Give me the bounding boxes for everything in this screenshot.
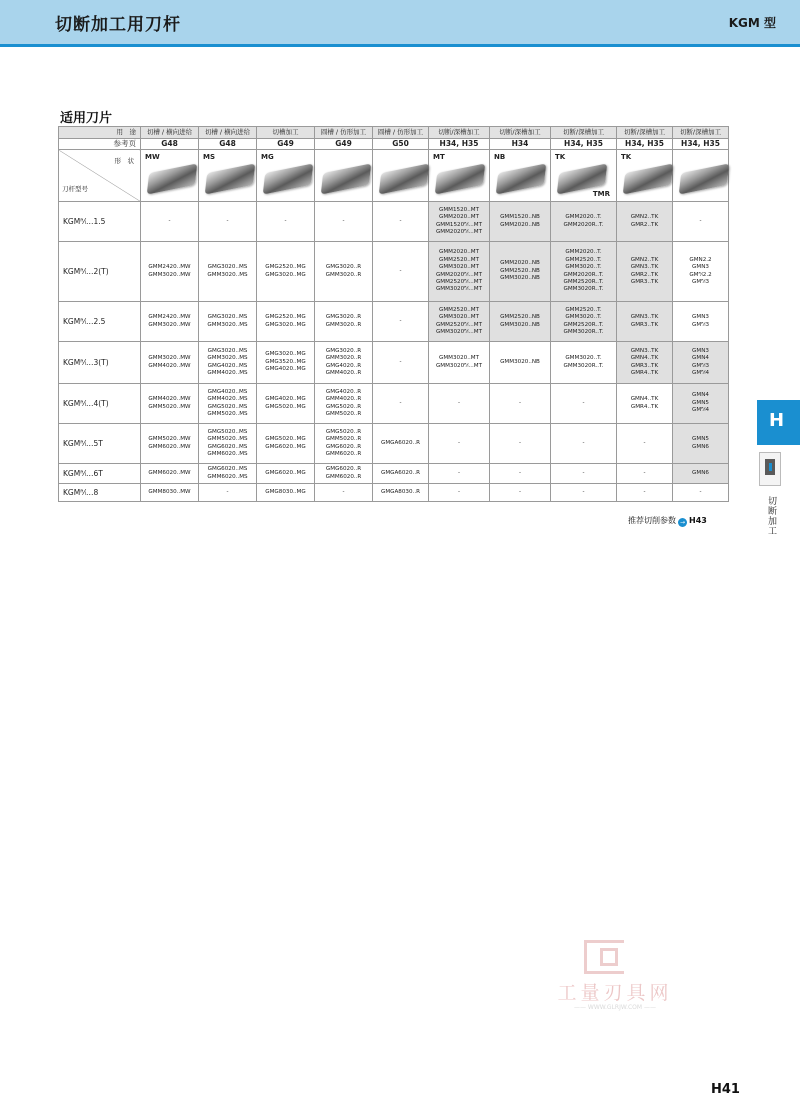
insert-models-cell: GMN3..TK GMR3..TK — [617, 302, 673, 342]
insert-models-cell: - — [141, 202, 199, 242]
use-cell: 圆槽 / 仿形加工 — [315, 127, 373, 139]
insert-models-cell: - — [617, 424, 673, 464]
insert-shape-cell — [141, 150, 199, 202]
insert-models-cell: GMG2520..MG GMG3020..MG — [257, 302, 315, 342]
insert-models-cell: GMG3020..MS GMM3020..MS GMG4020..MS GMM4020..MS — [199, 342, 257, 384]
insert-image — [623, 163, 674, 194]
insert-models-cell: - — [551, 484, 617, 502]
insert-models-cell: - — [315, 202, 373, 242]
chapter-letter: H — [769, 410, 785, 431]
holder-model: KGMᴿ⁄ₗ…6T — [59, 464, 141, 484]
watermark — [540, 940, 690, 1020]
insert-subcode: TMR — [592, 190, 610, 198]
insert-image — [496, 163, 547, 194]
insert-models-cell: GMM2520..NB GMM3020..NB — [490, 302, 551, 342]
page-number: H41 — [711, 1082, 740, 1097]
insert-shape-cell — [551, 150, 617, 202]
insert-shape-cell — [315, 150, 373, 202]
recommend-page-link[interactable]: H43 — [689, 516, 707, 525]
insert-models-cell: - — [373, 342, 429, 384]
use-cell: 切断/深槽加工 — [429, 127, 490, 139]
insert-shape-cell — [257, 150, 315, 202]
insert-models-cell: GMG4020..R GMM4020..R GMG5020..R GMM5020..R — [315, 384, 373, 424]
insert-code: MT — [433, 153, 445, 161]
use-cell: 切断/深槽加工 — [617, 127, 673, 139]
insert-image — [205, 163, 256, 194]
insert-models-cell: GMG6020..MS GMM6020..MS — [199, 464, 257, 484]
insert-table — [58, 126, 729, 502]
insert-models-cell: GMM2020..T. GMM2020R..T. — [551, 202, 617, 242]
insert-models-cell: GMG3020..MS GMM3020..MS — [199, 242, 257, 302]
insert-models-cell: GMM8030..MW — [141, 484, 199, 502]
insert-shape-cell — [199, 150, 257, 202]
insert-models-cell: GMN3 GMᴿ⁄ₗ3 — [673, 302, 729, 342]
reference-page: H34, H35 — [551, 139, 617, 150]
insert-models-cell: GMM2020..NB GMM2520..NB GMM3020..NB — [490, 242, 551, 302]
use-cell: 切槽加工 — [257, 127, 315, 139]
insert-models-cell: GMGA6020..R — [373, 424, 429, 464]
insert-models-cell: - — [373, 242, 429, 302]
insert-code: MG — [261, 153, 274, 161]
insert-models-cell: GMG3020..R GMM3020..R GMG4020..R GMM4020..R — [315, 342, 373, 384]
table-row — [59, 464, 729, 484]
insert-models-cell: GMM3020..T. GMM3020R..T. — [551, 342, 617, 384]
insert-models-cell: - — [617, 484, 673, 502]
table-row — [59, 384, 729, 424]
section-title: 适用刀片 — [60, 111, 113, 126]
reference-page: G48 — [141, 139, 199, 150]
insert-models-cell: GMM3020..NB — [490, 342, 551, 384]
insert-shape-cell — [617, 150, 673, 202]
holder-model: KGMᴿ⁄ₗ…2.5 — [59, 302, 141, 342]
cutoff-tool-icon — [759, 452, 781, 486]
insert-code: MW — [145, 153, 160, 161]
insert-models-cell: GMG5020..MS GMM5020..MS GMG6020..MS GMM6020..MS — [199, 424, 257, 464]
use-row — [59, 127, 729, 139]
insert-models-cell: GMM2020..MT GMM2520..MT GMM3020..MT GMM2020ᴿ⁄ₗ...MT GMM2520ᴿ⁄ₗ...MT GMM3020ᴿ⁄ₗ...MT — [429, 242, 490, 302]
recommended-parameters-note — [628, 515, 707, 527]
reference-label: 参考页 — [59, 139, 141, 150]
use-cell: 切槽 / 横向进给 — [199, 127, 257, 139]
insert-models-cell: GMM2520..T. GMM3020..T. GMM2520R..T. GMM3020R..T. — [551, 302, 617, 342]
insert-code: NB — [494, 153, 506, 161]
reference-page: H34 — [490, 139, 551, 150]
chapter-name: 切断加工 — [766, 496, 776, 536]
watermark-url: —— WWW.GLRJW.COM —— — [573, 1004, 656, 1011]
insert-models-cell: GMG4020..MS GMM4020..MS GMG5020..MS GMM5020..MS — [199, 384, 257, 424]
insert-models-cell: GMGA6020..R — [373, 464, 429, 484]
insert-image — [147, 163, 198, 194]
insert-models-cell: GMN3 GMN4 GMᴿ⁄ₗ3 GMᴿ⁄ₗ4 — [673, 342, 729, 384]
shape-row — [59, 150, 729, 202]
holder-model: KGMᴿ⁄ₗ…5T — [59, 424, 141, 464]
insert-image — [435, 163, 486, 194]
insert-models-cell: - — [257, 202, 315, 242]
insert-models-cell: - — [551, 424, 617, 464]
watermark-name: 工量刃具网 — [557, 982, 673, 1004]
reference-page: G49 — [315, 139, 373, 150]
use-cell: 圆槽 / 仿形加工 — [373, 127, 429, 139]
insert-models-cell: GMG4020..MG GMG5020..MG — [257, 384, 315, 424]
insert-models-cell: - — [315, 484, 373, 502]
table-row — [59, 302, 729, 342]
insert-models-cell: GMN3..TK GMN4..TK GMR3..TK GMR4..TK — [617, 342, 673, 384]
insert-models-cell: GMM1520..NB GMM2020..NB — [490, 202, 551, 242]
insert-models-cell: GMG3020..MG GMG3520..MG GMG4020..MG — [257, 342, 315, 384]
insert-models-cell: - — [490, 484, 551, 502]
header-divider — [0, 44, 800, 47]
insert-models-cell: GMG6020..MG — [257, 464, 315, 484]
insert-models-cell: - — [373, 202, 429, 242]
insert-image — [263, 163, 314, 194]
insert-models-cell: - — [429, 424, 490, 464]
insert-models-cell: GMM3020..MT GMM3020ᴿ⁄ₗ...MT — [429, 342, 490, 384]
chapter-tab[interactable] — [757, 400, 800, 445]
insert-models-cell: GMG2520..MG GMG3020..MG — [257, 242, 315, 302]
insert-models-cell: - — [490, 424, 551, 464]
insert-code: MS — [203, 153, 216, 161]
use-cell: 切断/深槽加工 — [673, 127, 729, 139]
reference-row — [59, 139, 729, 150]
insert-models-cell: GMG5020..MG GMG6020..MG — [257, 424, 315, 464]
insert-shape-cell — [490, 150, 551, 202]
insert-image — [679, 163, 730, 194]
table-row — [59, 242, 729, 302]
shape-label: 形 状 — [114, 157, 134, 165]
holder-rows — [59, 202, 729, 502]
holder-type-label: KGM 型 — [728, 16, 776, 30]
insert-models-cell: - — [490, 384, 551, 424]
use-cell: 切断/深槽加工 — [551, 127, 617, 139]
use-label: 用 途 — [59, 127, 141, 139]
insert-models-cell: GMGA8030..R — [373, 484, 429, 502]
table-row — [59, 484, 729, 502]
insert-models-cell: GMG6020..R GMM6020..R — [315, 464, 373, 484]
insert-shape-cell — [429, 150, 490, 202]
holder-model: KGMᴿ⁄ₗ…4(T) — [59, 384, 141, 424]
insert-models-cell: GMM6020..MW — [141, 464, 199, 484]
insert-models-cell: GMG8030..MG — [257, 484, 315, 502]
reference-page: G50 — [373, 139, 429, 150]
shape-header-cell — [59, 150, 141, 202]
page-header — [0, 0, 800, 44]
reference-page: G49 — [257, 139, 315, 150]
use-cell: 切断/深槽加工 — [490, 127, 551, 139]
insert-models-cell: GMM2420..MW GMM3020..MW — [141, 302, 199, 342]
holder-model: KGMᴿ⁄ₗ…1.5 — [59, 202, 141, 242]
insert-models-cell: GMN5 GMN6 — [673, 424, 729, 464]
reference-page: H34, H35 — [429, 139, 490, 150]
insert-models-cell: GMN2..TK GMN3..TK GMR2..TK GMR3..TK — [617, 242, 673, 302]
insert-models-cell: GMM5020..MW GMM6020..MW — [141, 424, 199, 464]
insert-models-cell: - — [673, 202, 729, 242]
use-cell: 切槽 / 横向进给 — [141, 127, 199, 139]
insert-models-cell: GMM4020..MW GMM5020..MW — [141, 384, 199, 424]
insert-models-cell: GMM1520..MT GMM2020..MT GMM1520ᴿ⁄ₗ...MT GMM2020ᴿ⁄ₗ...MT — [429, 202, 490, 242]
holder-model: KGMᴿ⁄ₗ…8 — [59, 484, 141, 502]
insert-models-cell: - — [429, 484, 490, 502]
reference-page: H34, H35 — [673, 139, 729, 150]
insert-models-cell: GMG5020..R GMM5020..R GMG6020..R GMM6020..R — [315, 424, 373, 464]
insert-models-cell: - — [373, 302, 429, 342]
holder-model-label: 刀杆型号 — [62, 185, 88, 193]
insert-models-cell: - — [617, 464, 673, 484]
arrow-icon: → — [679, 519, 686, 526]
insert-image — [321, 163, 372, 194]
insert-shape-cell — [373, 150, 429, 202]
table-row — [59, 202, 729, 242]
insert-models-cell: GMM2020..T. GMM2520..T. GMM3020..T. GMM2020R..T. GMM2520R..T. GMM3020R..T. — [551, 242, 617, 302]
insert-image — [379, 163, 430, 194]
insert-models-cell: GMG3020..MS GMM3020..MS — [199, 302, 257, 342]
insert-models-cell: GMM3020..MW GMM4020..MW — [141, 342, 199, 384]
holder-model: KGMᴿ⁄ₗ…2(T) — [59, 242, 141, 302]
insert-models-cell: GMN6 — [673, 464, 729, 484]
reference-page: H34, H35 — [617, 139, 673, 150]
insert-models-cell: GMN2.2 GMN3 GMᴿ⁄ₗ2.2 GMᴿ⁄ₗ3 — [673, 242, 729, 302]
insert-models-cell: - — [429, 384, 490, 424]
insert-models-cell: GMM2520..MT GMM3020..MT GMM2520ᴿ⁄ₗ...MT GMM3020ᴿ⁄ₗ...MT — [429, 302, 490, 342]
insert-models-cell: GMG3020..R GMM3020..R — [315, 302, 373, 342]
insert-models-cell: - — [673, 484, 729, 502]
insert-models-cell: GMN2..TK GMR2..TK — [617, 202, 673, 242]
insert-code: TK — [621, 153, 632, 161]
page-title: 切断加工用刀杆 — [55, 15, 181, 35]
insert-models-cell: - — [551, 464, 617, 484]
table-row — [59, 342, 729, 384]
insert-models-cell: GMG3020..R GMM3020..R — [315, 242, 373, 302]
table-row — [59, 424, 729, 464]
insert-models-cell: GMM2420..MW GMM3020..MW — [141, 242, 199, 302]
insert-models-cell: GMN4..TK GMR4..TK — [617, 384, 673, 424]
insert-models-cell: - — [199, 202, 257, 242]
insert-models-cell: - — [373, 384, 429, 424]
insert-code: TK — [555, 153, 566, 161]
insert-shape-cell — [673, 150, 729, 202]
reference-page: G48 — [199, 139, 257, 150]
insert-models-cell: - — [429, 464, 490, 484]
insert-models-cell: - — [551, 384, 617, 424]
insert-models-cell: GMN4 GMN5 GMᴿ⁄ₗ4 — [673, 384, 729, 424]
holder-model: KGMᴿ⁄ₗ…3(T) — [59, 342, 141, 384]
recommend-text: 推荐切削参数 — [628, 516, 676, 525]
insert-models-cell: - — [490, 464, 551, 484]
insert-models-cell: - — [199, 484, 257, 502]
